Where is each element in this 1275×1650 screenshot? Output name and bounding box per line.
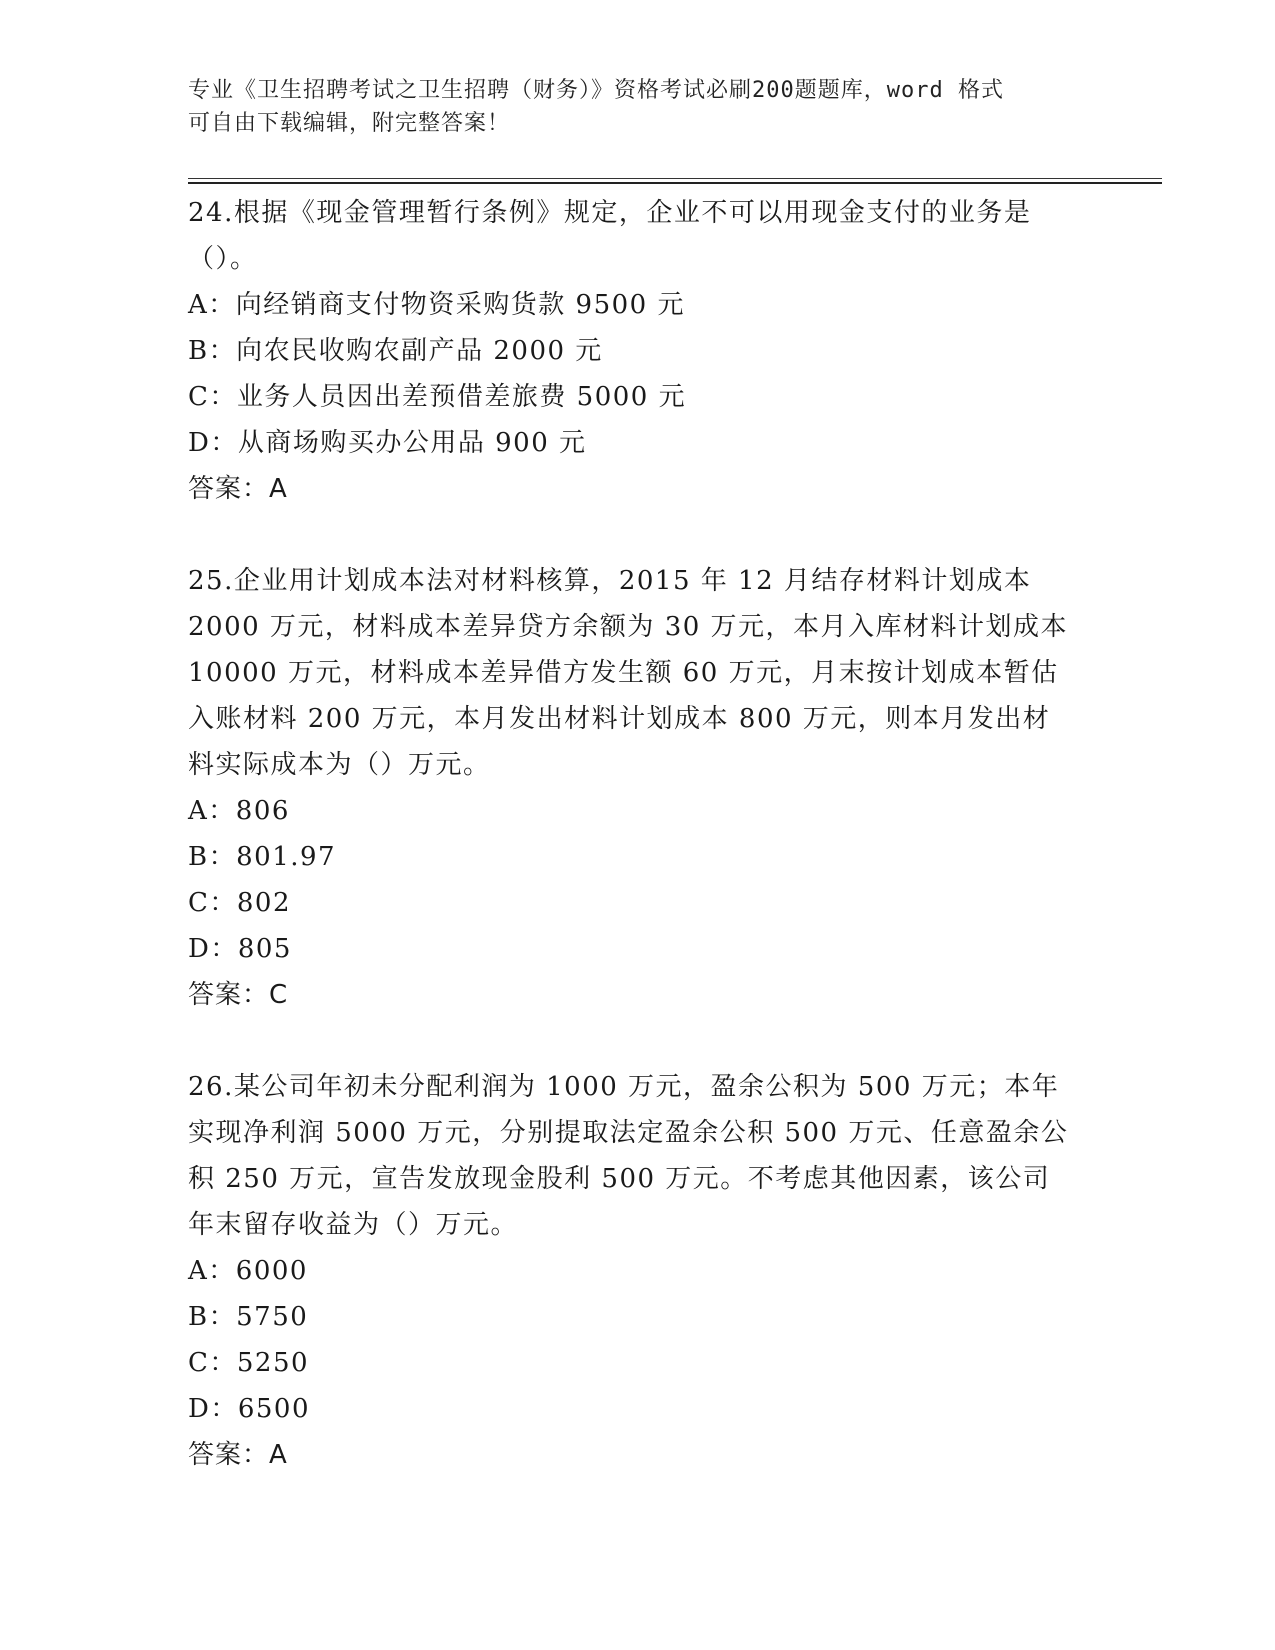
question-stem-line: 2000 万元，材料成本差异贷方余额为 30 万元，本月入库材料计划成本 [188,612,1069,642]
header-divider-thin [188,178,1162,179]
question-stem-line: 年末留存收益为（）万元。 [188,1210,519,1240]
option-c: C：业务人员因出差预借差旅费 5000 元 [188,382,687,412]
question-stem-line: 24.根据《现金管理暂行条例》规定，企业不可以用现金支付的业务是 [188,198,1032,228]
document-header [188,74,1088,140]
option-c: C：802 [188,888,292,918]
question-list [188,190,1088,1478]
option-d: D：805 [188,934,292,964]
question-spacer [188,1018,1088,1064]
header-line-1: 专业《卫生招聘考试之卫生招聘（财务）》资格考试必刷200题题库，word 格式 [188,78,1004,103]
option-b: B：801.97 [188,842,337,872]
option-a: A：向经销商支付物资采购货款 9500 元 [188,290,685,320]
answer-line: 答案：A [188,474,288,504]
question-stem-line: （）。 [188,244,258,274]
question-stem-line: 积 250 万元，宣告发放现金股利 500 万元。不考虑其他因素，该公司 [188,1164,1051,1194]
question-stem-line: 10000 万元，材料成本差异借方发生额 60 万元，月末按计划成本暂估 [188,658,1059,688]
question-24 [188,190,1088,512]
question-stem-line: 26.某公司年初未分配利润为 1000 万元，盈余公积为 500 万元；本年 [188,1072,1060,1102]
question-26 [188,1064,1088,1478]
option-d: D：从商场购买办公用品 900 元 [188,428,587,458]
header-line-2: 可自由下载编辑，附完整答案！ [188,111,511,136]
question-stem-line: 25.企业用计划成本法对材料核算，2015 年 12 月结存材料计划成本 [188,566,1032,596]
option-a: A：806 [188,796,290,826]
question-stem-line: 料实际成本为（）万元。 [188,750,491,780]
option-b: B：5750 [188,1302,309,1332]
option-a: A：6000 [188,1256,308,1286]
question-stem-line: 实现净利润 5000 万元，分别提取法定盈余公积 500 万元、任意盈余公 [188,1118,1069,1148]
question-stem-line: 入账材料 200 万元，本月发出材料计划成本 800 万元，则本月发出材 [188,704,1051,734]
option-c: C：5250 [188,1348,310,1378]
header-divider-thick [188,182,1162,184]
answer-line: 答案：C [188,980,289,1010]
option-b: B：向农民收购农副产品 2000 元 [188,336,603,366]
option-d: D：6500 [188,1394,311,1424]
question-spacer [188,512,1088,558]
answer-line: 答案：A [188,1440,288,1470]
question-25 [188,558,1088,1018]
